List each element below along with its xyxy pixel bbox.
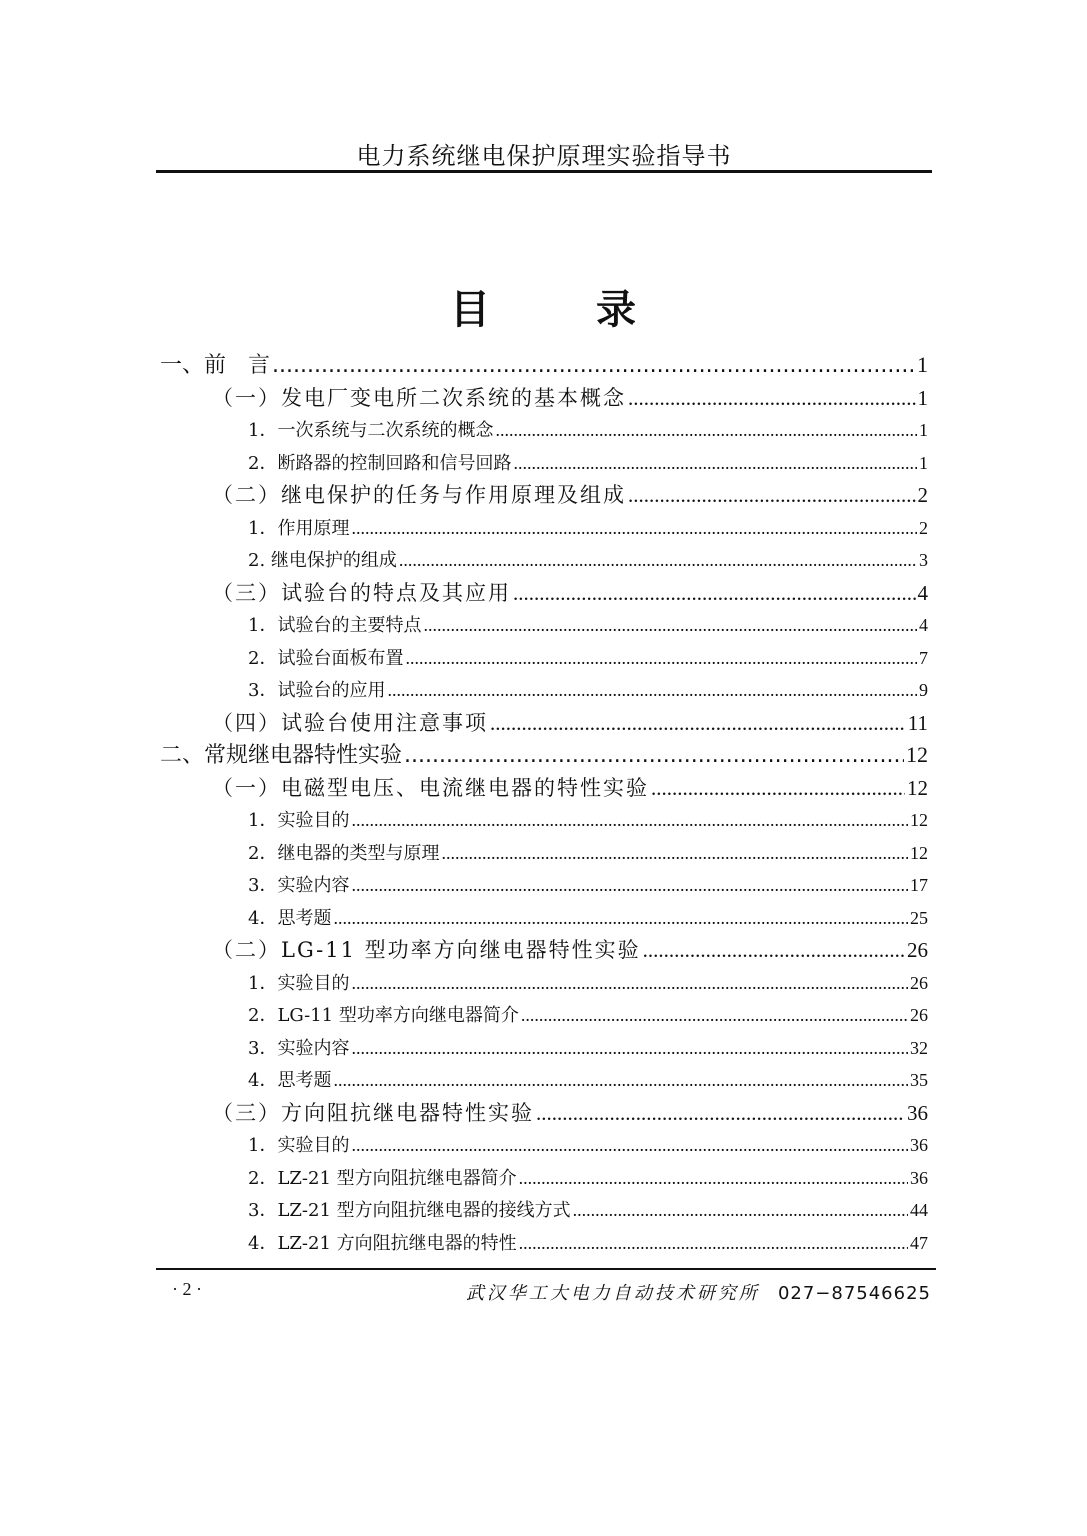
toc-dot-leader: [333, 902, 908, 935]
toc-dot-leader: [351, 1129, 908, 1162]
toc-entry-label: 3．实验内容: [248, 1037, 350, 1059]
toc-dot-leader: [490, 707, 906, 740]
toc-entry-page: 1: [917, 385, 928, 410]
toc-entry-label: 1．一次系统与二次系统的概念: [248, 420, 494, 441]
toc-entry[interactable]: [160, 674, 928, 707]
toc-entry-label: （一）发电厂变电所二次系统的基本概念: [212, 385, 626, 410]
toc-entry-label: 4．思考题: [248, 1070, 332, 1091]
toc-entry[interactable]: [160, 902, 928, 935]
toc-entry-page: 36: [910, 1135, 928, 1155]
toc-entry-label: 2．LG-11 型功率方向继电器简介: [248, 1005, 519, 1026]
toc-entry-page: 4: [917, 580, 928, 605]
running-header-title: 电力系统继电保护原理实验指导书: [356, 142, 732, 170]
toc-dot-leader: [441, 837, 908, 870]
toc-entry[interactable]: [160, 967, 928, 1000]
toc-entry[interactable]: [160, 869, 928, 902]
toc-entry-page: 47: [910, 1232, 928, 1253]
toc-entry-page: 2: [919, 517, 928, 538]
toc-entry[interactable]: [160, 1064, 928, 1097]
toc-entry-label: 3．试验台的应用: [248, 680, 386, 701]
toc-entry-label: 一、前 言: [160, 353, 271, 378]
toc-entry-label: 1．试验台的主要特点: [248, 615, 422, 636]
footer-page-number: · 2 ·: [172, 1279, 202, 1299]
toc-entry[interactable]: [160, 1194, 928, 1227]
toc-entry-page: 7: [919, 647, 928, 668]
toc-entry[interactable]: [160, 772, 928, 805]
toc-entry-page: 12: [906, 742, 928, 767]
toc-dot-leader: [519, 1227, 908, 1260]
toc-dot-leader: [536, 1097, 905, 1130]
toc-entry-label: 1．实验目的: [248, 1135, 350, 1156]
toc-entry[interactable]: [160, 707, 928, 740]
header-rule: [156, 170, 932, 173]
toc-entry-label: 2．试验台面板布置: [248, 647, 404, 669]
toc-entry-page: 3: [919, 550, 928, 570]
toc-entry-page: 26: [910, 972, 928, 993]
toc-entry-label: 1．实验目的: [248, 972, 350, 994]
toc-entry[interactable]: [160, 544, 928, 577]
toc-dot-leader: [573, 1194, 908, 1227]
toc-entry[interactable]: [160, 382, 928, 415]
toc-entry-label: 1．实验目的: [248, 810, 350, 831]
toc-entry-label: 3．实验内容: [248, 875, 350, 896]
toc-entry-label: 二、常规继电器特性实验: [160, 743, 403, 768]
toc-dot-leader: [628, 479, 916, 512]
toc-entry[interactable]: [160, 837, 928, 870]
toc-entry-label: （二）继电保护的任务与作用原理及组成: [212, 483, 626, 507]
toc-dot-leader: [351, 1032, 908, 1065]
toc-entry-page: 1: [919, 420, 928, 440]
toc-entry[interactable]: [160, 934, 928, 967]
toc-entry[interactable]: [160, 1162, 928, 1195]
toc-entry-page: 32: [910, 1037, 928, 1058]
toc-entry[interactable]: [160, 349, 928, 382]
toc-entry-page: 12: [910, 810, 928, 830]
toc-entry-page: 1: [917, 352, 928, 377]
toc-dot-leader: [513, 447, 917, 480]
toc-entry-page: 11: [907, 710, 928, 735]
toc-dot-leader: [404, 740, 904, 773]
toc-dot-leader: [351, 869, 908, 902]
toc-dot-leader: [333, 1064, 908, 1097]
toc-entry[interactable]: [160, 414, 928, 447]
toc-entry[interactable]: [160, 999, 928, 1032]
toc-entry-label: （二）LG-11 型功率方向继电器特性实验: [212, 938, 641, 962]
toc-dot-leader: [351, 804, 908, 837]
toc-entry-label: 2. 继电保护的组成: [248, 550, 397, 571]
toc-entry-page: 26: [907, 938, 928, 962]
footer-organization: [466, 1279, 931, 1305]
toc-entry[interactable]: [160, 512, 928, 545]
toc-entry[interactable]: [160, 1227, 928, 1260]
toc-entry-page: 2: [917, 483, 928, 507]
toc-entry[interactable]: [160, 609, 928, 642]
toc-dot-leader: [513, 577, 916, 610]
toc-dot-leader: [628, 382, 916, 415]
toc-entry-page: 25: [910, 907, 928, 928]
toc-entry[interactable]: [160, 447, 928, 480]
toc-entry-page: 36: [907, 1100, 928, 1125]
toc-entry-label: （一）电磁型电压、电流继电器的特性实验: [212, 775, 649, 800]
toc-dot-leader: [651, 772, 905, 805]
toc-entry-label: 2．断路器的控制回路和信号回路: [248, 452, 512, 474]
toc-entry-page: 9: [919, 680, 928, 700]
table-of-contents: [160, 349, 928, 1259]
toc-dot-leader: [272, 350, 915, 383]
toc-entry-page: 12: [907, 775, 928, 800]
footer-phone: 027−87546625: [777, 1283, 931, 1304]
footer-rule: [156, 1268, 936, 1270]
toc-entry-label: （四）试验台使用注意事项: [212, 710, 488, 735]
toc-entry-page: 4: [919, 615, 928, 635]
toc-dot-leader: [521, 999, 908, 1032]
toc-entry-label: 2．继电器的类型与原理: [248, 842, 440, 864]
toc-entry[interactable]: [160, 577, 928, 610]
footer-organization-name: 武汉华工大电力自动技术研究所: [465, 1283, 760, 1304]
toc-dot-leader: [405, 642, 917, 675]
toc-heading-char-1: 目: [450, 286, 492, 333]
toc-dot-leader: [351, 512, 917, 545]
toc-entry-label: （三）方向阻抗继电器特性实验: [212, 1100, 534, 1125]
toc-entry-page: 1: [919, 452, 928, 473]
toc-entry[interactable]: [160, 642, 928, 675]
toc-entry-label: 4．思考题: [248, 907, 332, 929]
toc-dot-leader: [423, 609, 917, 642]
toc-entry-label: 1．作用原理: [248, 517, 350, 539]
toc-heading: [156, 278, 932, 335]
toc-dot-leader: [643, 934, 905, 967]
toc-dot-leader: [519, 1162, 908, 1195]
toc-dot-leader: [399, 544, 917, 577]
toc-entry[interactable]: [160, 1097, 928, 1130]
toc-entry-page: 12: [910, 842, 928, 863]
toc-entry-page: 35: [910, 1070, 928, 1090]
toc-entry[interactable]: [160, 804, 928, 837]
toc-dot-leader: [495, 414, 917, 447]
toc-entry[interactable]: [160, 479, 928, 512]
toc-entry-page: 36: [910, 1167, 928, 1188]
toc-entry-page: 44: [910, 1200, 928, 1220]
toc-dot-leader: [387, 674, 917, 707]
toc-entry-label: 2．LZ-21 型方向阻抗继电器简介: [248, 1167, 517, 1189]
toc-entry[interactable]: [160, 1129, 928, 1162]
toc-entry-page: 26: [910, 1005, 928, 1025]
toc-entry-page: 17: [910, 875, 928, 895]
toc-heading-char-2: 录: [596, 286, 638, 333]
toc-entry-label: 3．LZ-21 型方向阻抗继电器的接线方式: [248, 1200, 571, 1221]
toc-entry[interactable]: [160, 1032, 928, 1065]
toc-entry[interactable]: [160, 739, 928, 772]
toc-dot-leader: [351, 967, 908, 1000]
toc-entry-label: 4．LZ-21 方向阻抗继电器的特性: [248, 1232, 517, 1254]
toc-entry-label: （三）试验台的特点及其应用: [212, 580, 511, 605]
